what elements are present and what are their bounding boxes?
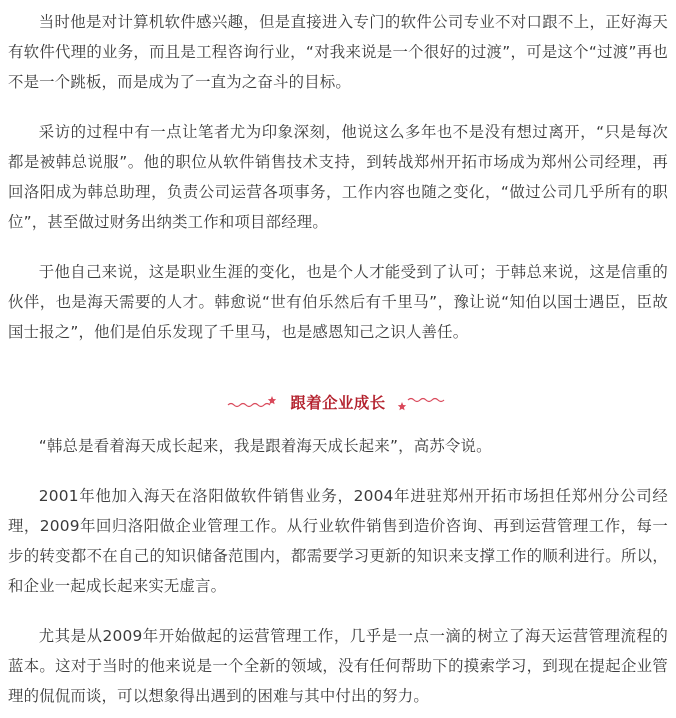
- paragraph-3: 于他自己来说，这是职业生涯的变化，也是个人才能受到了认可；于韩总来说，这是信重的伙伴，也是海天需要的人才。韩愈说“世有伯乐然后有千里马”，豫让说“知伯以国士遇臣，臣故国士报之”，他们是伯乐发现了千里马，也是感恩知己之识人善任。: [8, 263, 668, 341]
- wave-flourish-left-icon: [226, 393, 282, 411]
- section-paragraph-2: 2001年他加入海天在洛阳做软件销售业务，2004年进驻郑州开拓市场担任郑州分公司经理，2009年回归洛阳做企业管理工作。从行业软件销售到造价咨询、再到运营管理工作，每一步的转变都不在自己的知识储备范围内，都需要学习更新的知识来支撑工作的顺利进行。所以，和企业一起成长起来实无虚言。: [8, 487, 668, 595]
- paragraph-2: 采访的过程中有一点让笔者尤为印象深刻，他说这么多年也不是没有想过离开，“只是每次都是被韩总说服”。他的职位从软件销售技术支持，到转战郑州开拓市场成为郑州公司经理，再回洛阳成为韩总助理，负责公司运营各项事务，工作内容也随之变化，“做过公司几乎所有的职位”，甚至做过财务出纳类工作和项目部经理。: [8, 123, 668, 231]
- section-paragraph-3: 尤其是从2009年开始做起的运营管理工作，几乎是一点一滴的树立了海天运营管理流程的蓝本。这对于当时的他来说是一个全新的领域，没有任何帮助下的摸索学习，到现在提起企业管理的侃侃而谈，可以想象得出遇到的困难与其中付出的努力。: [8, 627, 668, 705]
- section-header: [8, 387, 668, 417]
- wave-flourish-right-icon: [394, 393, 450, 411]
- paragraph-1: 当时他是对计算机软件感兴趣，但是直接进入专门的软件公司专业不对口跟不上，正好海天有软件代理的业务，而且是工程咨询行业，“对我来说是一个很好的过渡”，可是这个“过渡”再也不是一个跳板，而是成为了一直为之奋斗的目标。: [8, 13, 668, 91]
- section-paragraph-1: “韩总是看着海天成长起来，我是跟着海天成长起来”，高苏令说。: [38, 437, 492, 455]
- section-title: 跟着企业成长: [290, 394, 386, 412]
